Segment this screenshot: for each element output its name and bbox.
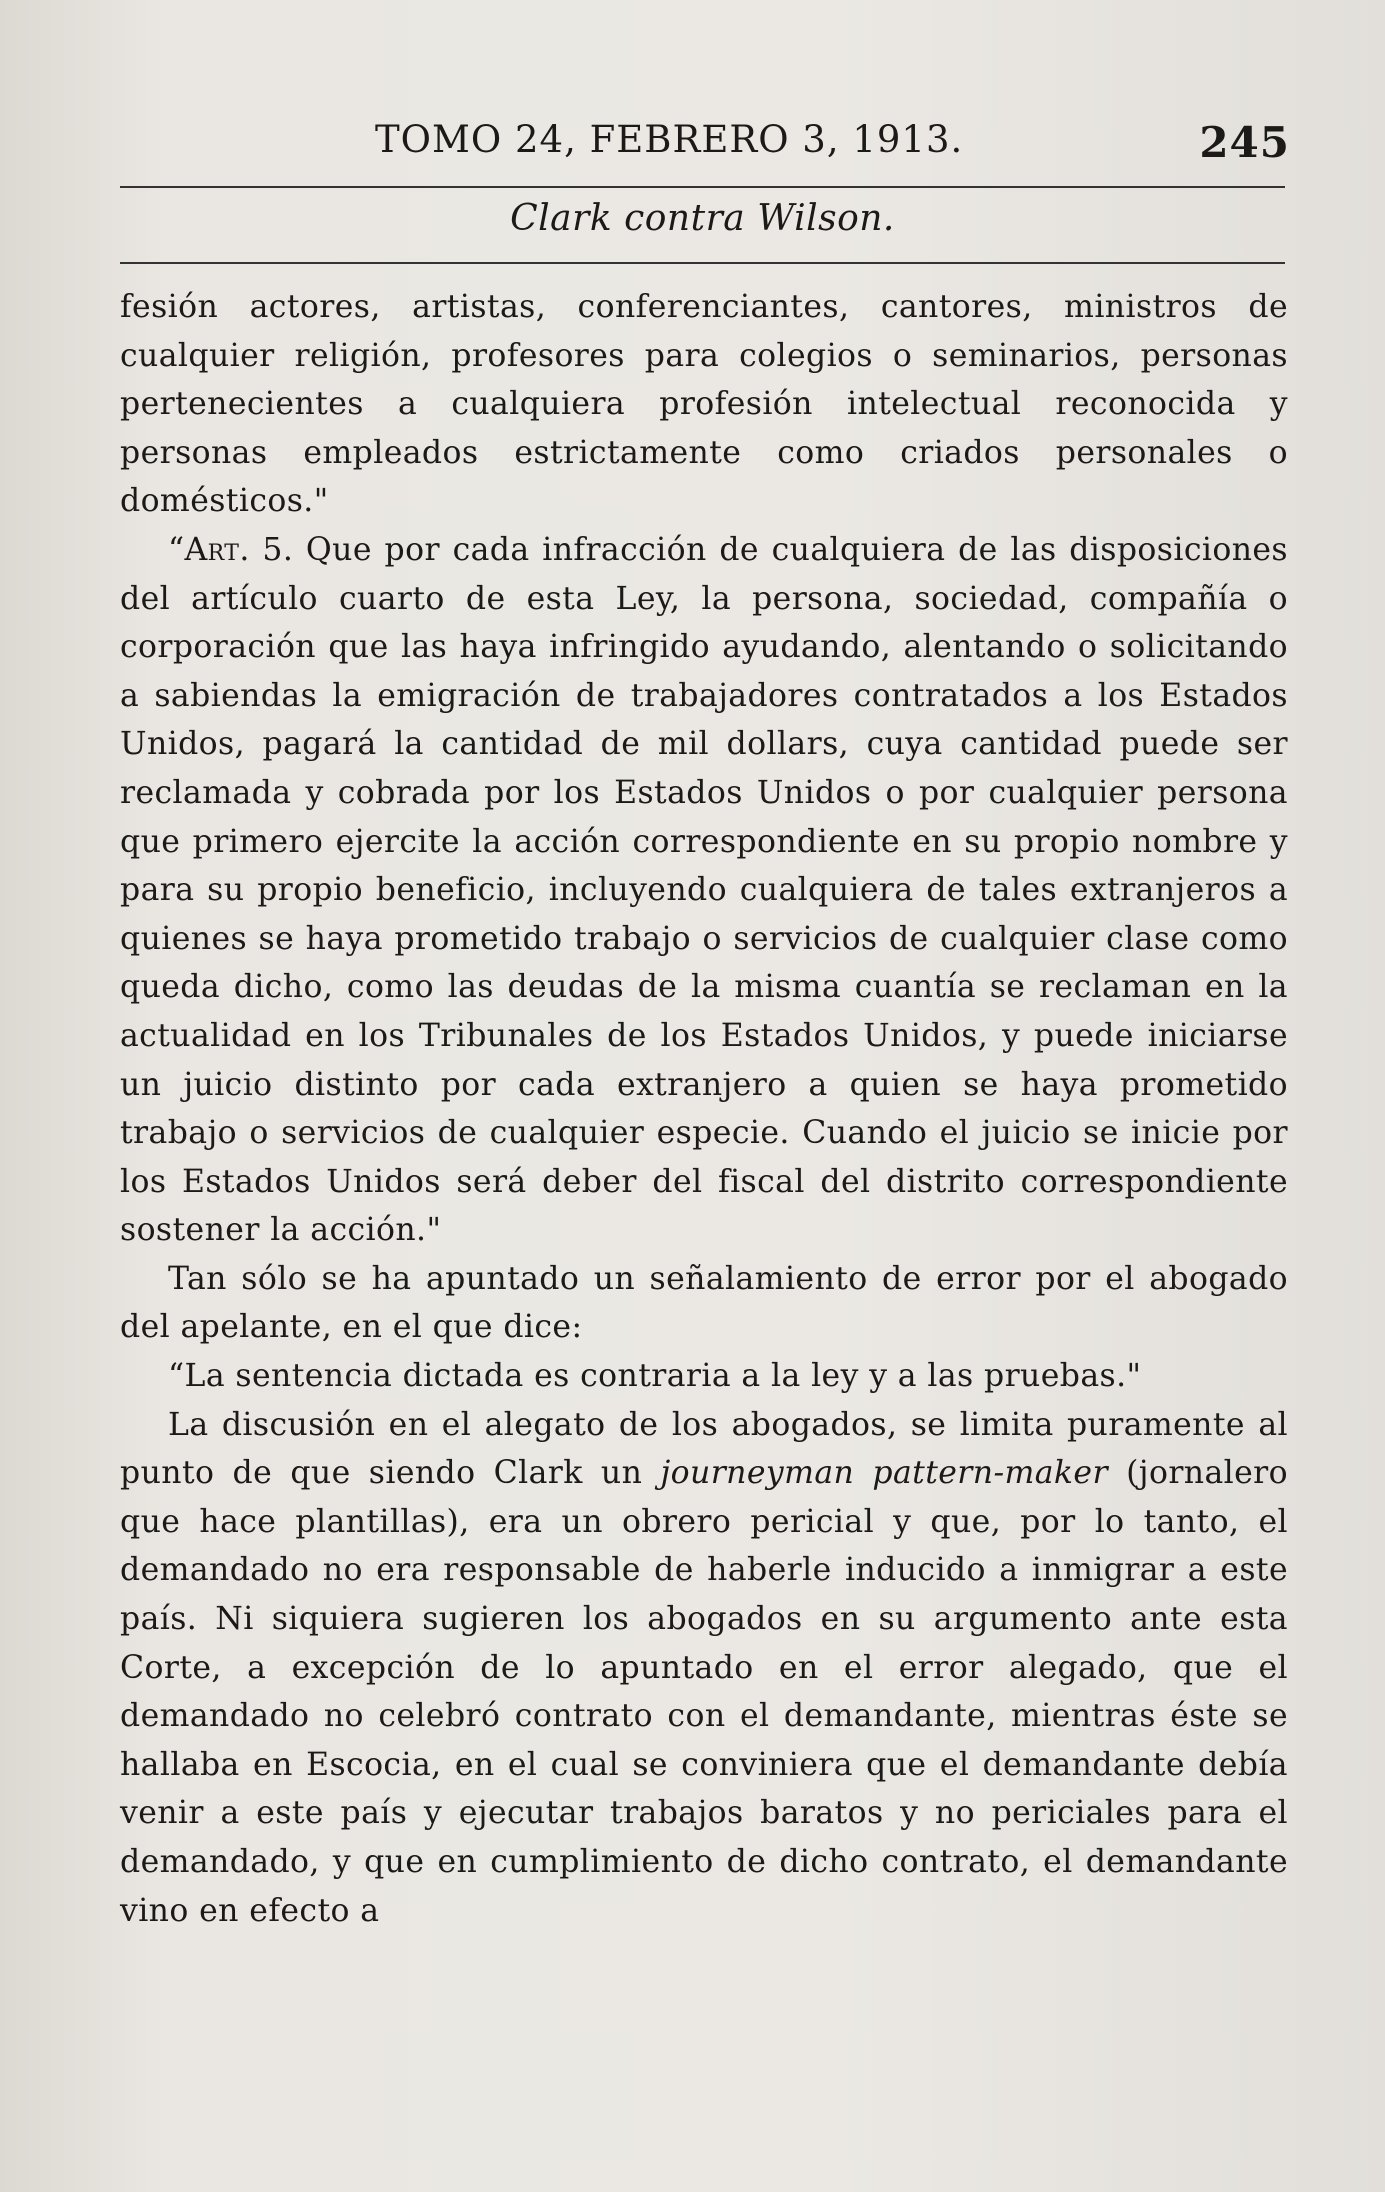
paragraph-4: “La sentencia dictada es contraria a la ley y a las pruebas." (168, 1358, 1142, 1395)
paragraph-1: fesión actores, artistas, conferenciantes, cantores, ministros de cualquier religión, profesores para colegios o seminarios, personas pertenecientes a cualquiera profesión intelectual reconocida y personas empleados estrictamente como criados personales o domésticos." (120, 289, 1288, 520)
page-number: 245 (1199, 118, 1290, 167)
paragraph-2-text: Que por cada infracción de cualquiera de las disposiciones del artículo cuarto de esta Ley, la persona, sociedad, compañía o corporación que las haya infringido ayudando, alentando o solicitando a sabiendas la emigración de trabajadores contratados a los Estados Unidos, pagará la cantidad de mil dollars, cuya cantidad puede ser reclamada y cobrada por los Estados Unidos o por cualquier persona que primero ejercite la acción correspondiente en su propio nombre y para su propio beneficio, incluyendo cualquiera de tales extranjeros a quienes se haya prometido trabajo o servicios de cualquier clase como queda dicho, como las deudas de la misma cuantía se reclaman en la actualidad en los Tribunales de los Estados Unidos, y puede iniciarse un juicio distinto por cada extranjero a quien se haya prometido trabajo o servicios de cualquier especie. Cuando el juicio se inicie por los Estados Unidos será deber del fiscal del distrito correspondiente sostener la acción." (120, 531, 1288, 1249)
header-rule-top (120, 186, 1285, 188)
paragraph-3: Tan sólo se ha apuntado un señalamiento de error por el abogado del apelante, en el que dice: (120, 1260, 1288, 1346)
case-title: Clark contra Wilson. (510, 198, 895, 239)
paragraph-5-text-b: (jornalero que hace plantillas), era un obrero pericial y que, por lo tanto, el demandado no era responsable de haberle inducido a inmigrar a este país. Ni siquiera sugieren los abogados en su argumento ante esta Corte, a excepción de lo apuntado en el error alegado, que el demandado no celebró contrato con el demandante, mientras éste se hallaba en Escocia, en el cual se conviniera que el demandante debía venir a este país y ejecutar trabajos baratos y no periciales para el demandado, y que en cumplimiento de dicho contrato, el demandante vino en efecto a (120, 1455, 1288, 1929)
running-title: TOMO 24, FEBRERO 3, 1913. (375, 118, 964, 161)
header-rule-bottom (120, 262, 1285, 264)
paragraph-5 (120, 1401, 1288, 1936)
body-text (120, 283, 1288, 1935)
paragraph-2 (120, 526, 1288, 1255)
article-label: Art. 5. (184, 531, 294, 568)
paragraph-5-text-a: La discusión en el alegato de los abogados, se limita puramente al punto de que siendo Clark un (120, 1406, 1288, 1492)
paragraph-2-open-quote: “ (168, 531, 185, 568)
page-header (120, 118, 1290, 178)
paragraph-5-italic-term: journeyman pattern-maker (660, 1455, 1108, 1492)
